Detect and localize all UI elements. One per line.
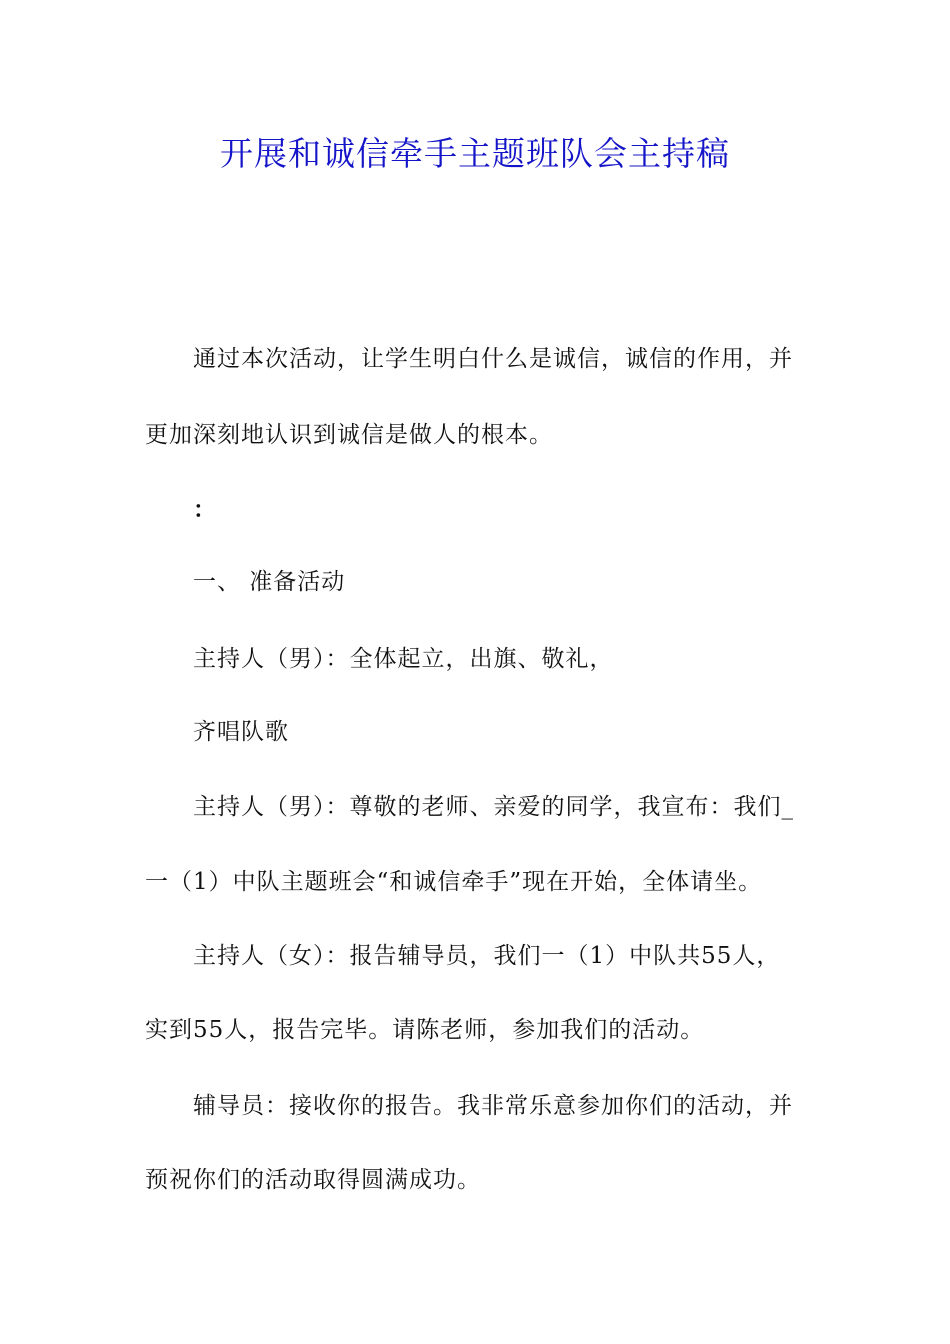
paragraph-line: 齐唱队歌	[193, 719, 289, 745]
paragraph-line: 预祝你们的活动取得圆满成功。	[145, 1167, 481, 1193]
paragraph-line: 主持人（女）：报告辅导员，我们一（1）中队共55人，	[193, 943, 781, 969]
document-title: 开展和诚信牵手主题班队会主持稿	[220, 134, 730, 173]
section-heading: 一、 准备活动	[193, 569, 346, 595]
paragraph-line: 实到55人，报告完毕。请陈老师，参加我们的活动。	[145, 1017, 705, 1043]
paragraph-line: 辅导员：接收你的报告。我非常乐意参加你们的活动，并	[193, 1093, 793, 1119]
colon-line: ：	[193, 496, 217, 523]
paragraph-line: 一（1）中队主题班会“和诚信牵手”现在开始，全体请坐。	[145, 869, 763, 895]
paragraph-line: 主持人（男）：全体起立，出旗、敬礼，	[193, 646, 614, 672]
paragraph-line: 更加深刻地认识到诚信是做人的根本。	[145, 422, 553, 448]
paragraph-line: 主持人（男）：尊敬的老师、亲爱的同学，我宣布：我们_	[193, 794, 794, 820]
paragraph-line: 通过本次活动，让学生明白什么是诚信，诚信的作用，并	[193, 346, 793, 372]
